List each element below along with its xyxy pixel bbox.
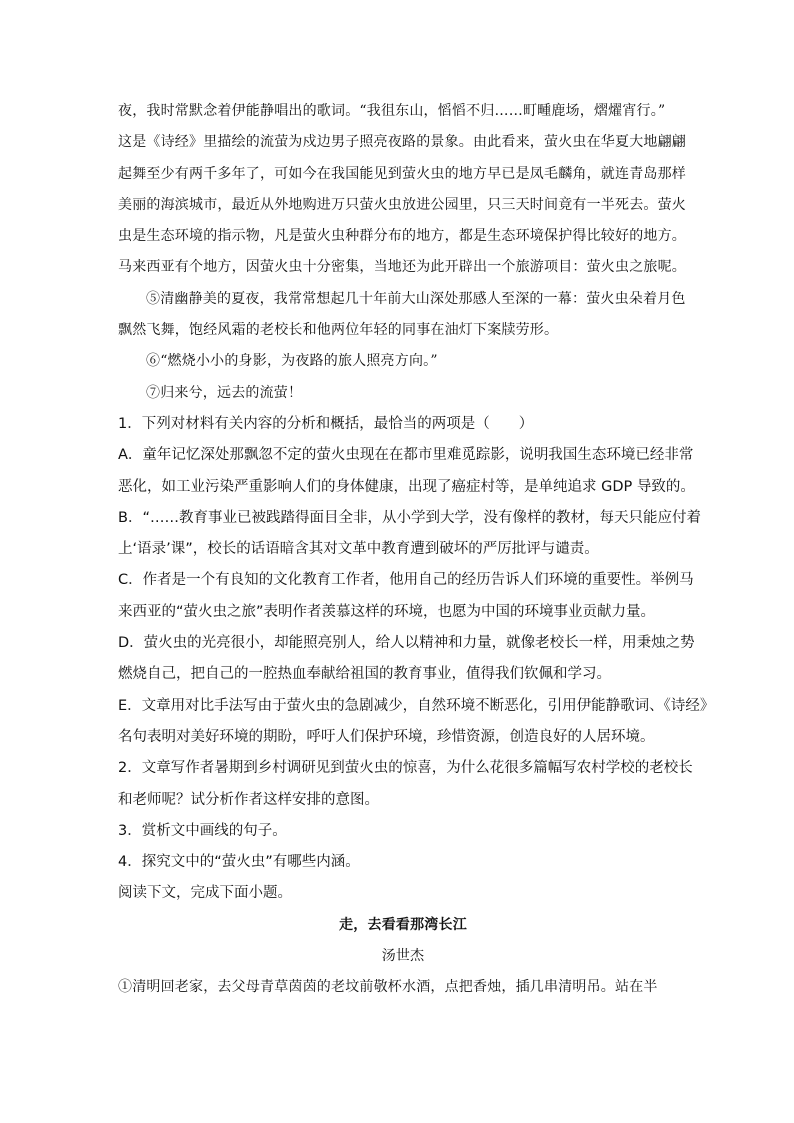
document-page	[118, 96, 715, 1004]
paragraph-7: ⑦归来兮，远去的流萤！	[146, 384, 303, 401]
paragraph-5-line-1: ⑤清幽静美的夏夜，我常常想起几十年前大山深处那感人至深的一幕：萤火虫朵着月色	[146, 290, 686, 307]
option-d-line-1: D．萤火虫的光亮很小，却能照亮别人，给人以精神和力量，就像老校长一样，用秉烛之势	[118, 635, 695, 652]
option-d-line-2: 燃烧自己，把自己的一腔热血奉献给祖国的教育事业，值得我们钦佩和学习。	[118, 666, 611, 683]
passage-line: 虫是生态环境的指示物，凡是萤火虫种群分布的地方，都是生态环境保护得比较好的地方。	[118, 228, 686, 245]
paragraph-5-line-2: 飘然飞舞，饱经风霜的老校长和他两位年轻的同事在油灯下案牍劳形。	[118, 322, 559, 339]
passage-line: 马来西亚有个地方，因萤火虫十分密集，当地还为此开辟出一个旅游项目：萤火虫之旅呢。	[118, 259, 686, 276]
passage-line: 这是《诗经》里描绘的流萤为戍边男子照亮夜路的景象。由此看来，萤火虫在华夏大地翩翩	[118, 134, 686, 151]
option-a-line-1: A．童年记忆深处那飘忽不定的萤火虫现在在都市里难觅踪影，说明我国生态环境已经非常	[118, 447, 694, 464]
option-b-line-2: 上‘语录’课”，校长的话语暗含其对文革中教育遭到破坏的严厉批评与谴责。	[118, 541, 599, 558]
option-e-line-2: 名句表明对美好环境的期盼，呼吁人们保护环境，珍惜资源，创造良好的人居环境。	[118, 728, 655, 745]
question-1: 1．下列对材料有关内容的分析和概括，最恰当的两项是（ ）	[118, 415, 534, 432]
option-e-line-1: E．文章用对比手法写由于萤火虫的急剧减少，自然环境不断恶化，引用伊能静歌词、《诗经》	[118, 697, 715, 714]
option-c-line-1: C．作者是一个有良知的文化教育工作者，他用自己的经历告诉人们环境的重要性。举例马	[118, 572, 694, 589]
article-author: 汤世杰	[381, 948, 425, 965]
option-b-line-1: B．“……教育事业已被践踏得面目全非，从小学到大学，没有像样的教材，每天只能应付着	[118, 509, 701, 526]
passage-one	[118, 96, 688, 409]
question-section	[118, 409, 715, 910]
paragraph-6: ⑥“燃烧小小的身影，为夜路的旅人照亮方向。”	[146, 353, 438, 370]
question-4: 4．探究文中的“萤火虫”有哪些内涵。	[118, 854, 360, 871]
passage-line: 夜，我时常默念着伊能静唱出的歌词。“我徂东山，慆慆不归……町畽鹿场，熠燿宵行。”	[118, 103, 666, 119]
article-paragraph-1: ①清明回老家，去父母青草茵茵的老坟前敬杯水酒，点把香烛，插几串清明吊。站在半	[118, 979, 658, 996]
passage-line: 美丽的海滨城市，最近从外地购进万只萤火虫放进公园里，只三天时间竟有一半死去。萤火	[118, 196, 686, 213]
option-c-line-2: 来西亚的“萤火虫之旅”表明作者羡慕这样的环境，也愿为中国的环境事业贡献力量。	[118, 603, 656, 620]
question-3: 3．赏析文中画线的句子。	[118, 822, 287, 839]
article-title: 走，去看看那湾长江	[339, 916, 467, 933]
passage-line: 起舞至少有两千多年了，可如今在我国能见到萤火虫的地方早已是凤毛麟角，就连青岛那样	[118, 165, 686, 182]
reading-instruction: 阅读下文，完成下面小题。	[118, 885, 292, 902]
question-2-line-2: 和老师呢？试分析作者这样安排的意图。	[118, 791, 379, 808]
question-2-line-1: 2．文章写作者暑期到乡村调研见到萤火虫的惊喜，为什么花很多篇幅写农村学校的老校长	[118, 760, 693, 777]
passage-two	[118, 910, 688, 1004]
option-a-line-2: 恶化，如工业污染严重影响人们的身体健康，出现了癌症村等，是单纯追求 GDP 导致的。	[118, 478, 695, 495]
